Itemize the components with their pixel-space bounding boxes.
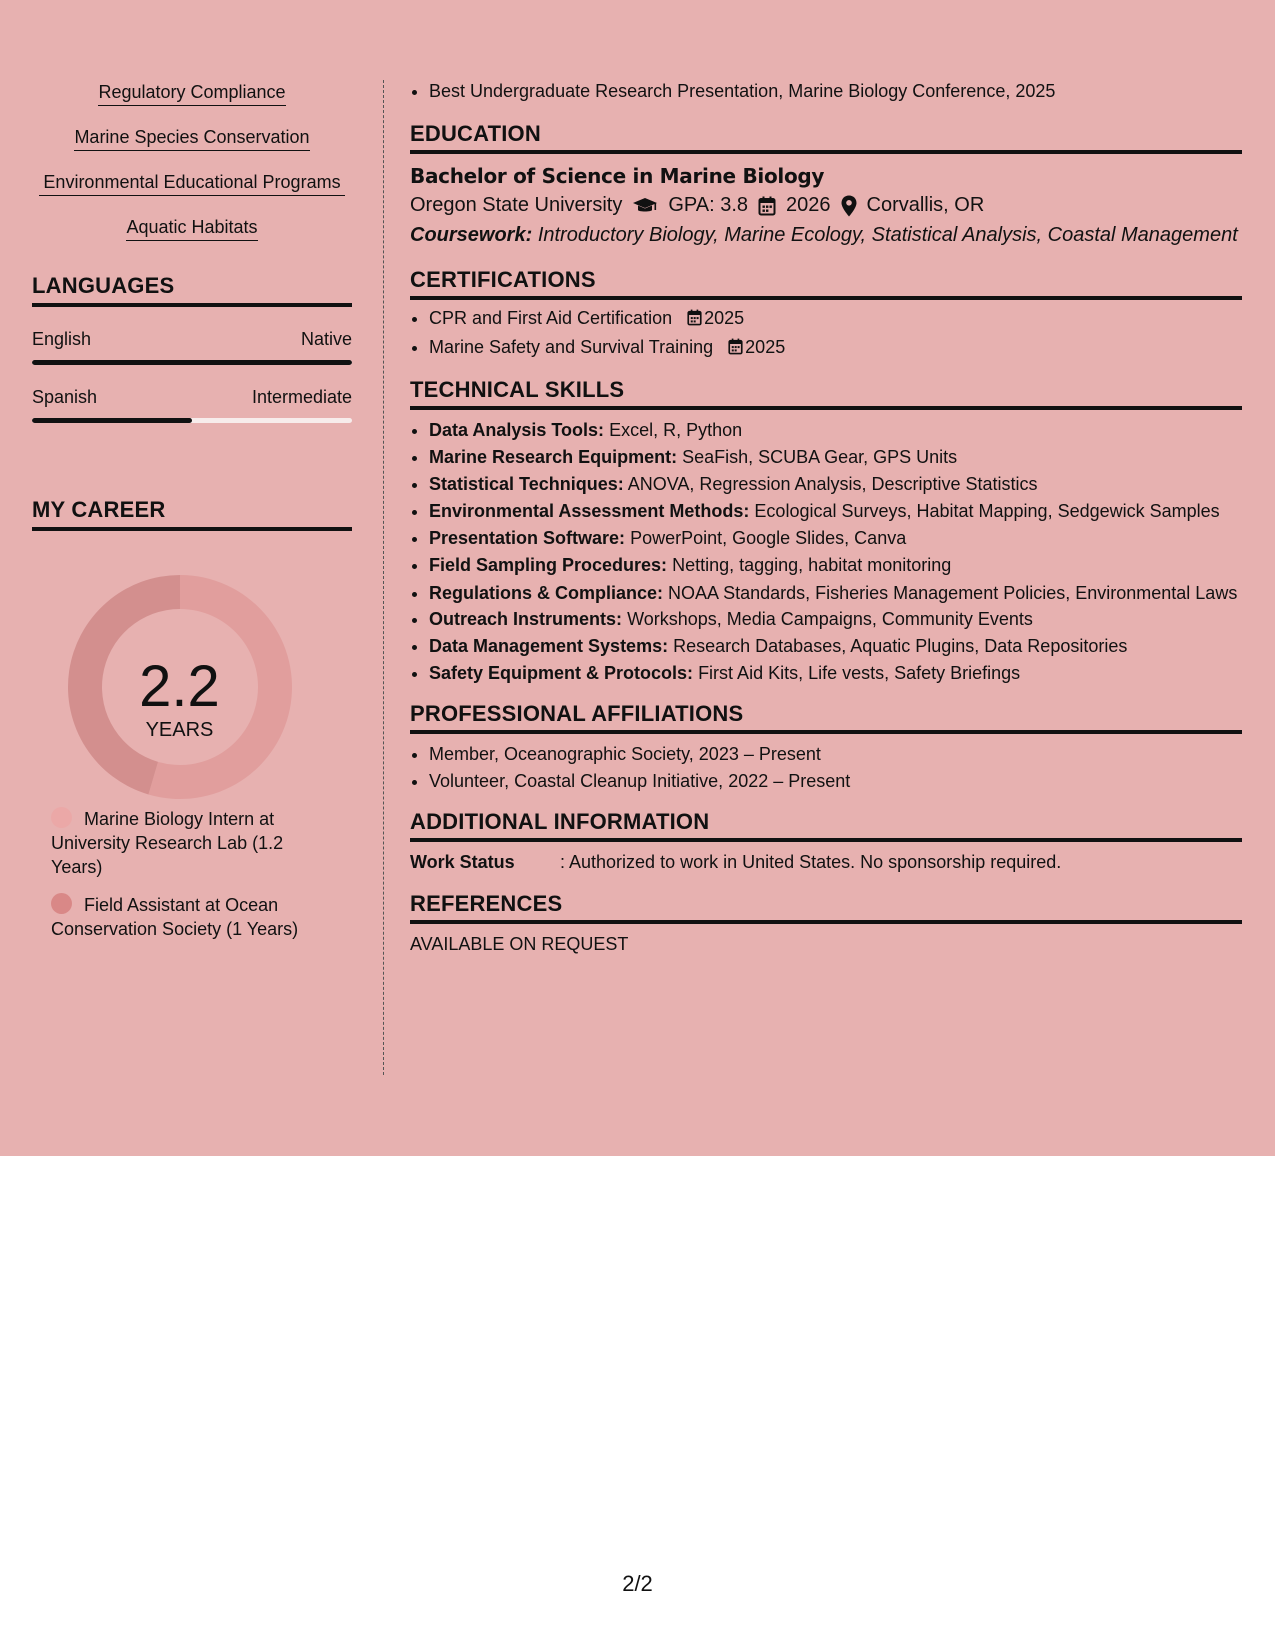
affiliations-list [410, 741, 1242, 795]
gpa: GPA: 3.8 [668, 194, 748, 216]
certification-year: 2025 [704, 308, 745, 328]
certifications-title: CERTIFICATIONS [410, 267, 1242, 300]
education-section [410, 121, 1242, 247]
career-legend-item: Field Assistant at Ocean Conservation Society (1 Years) [51, 895, 299, 939]
graduation-year: 2026 [786, 194, 831, 216]
skill-item: Environmental Educational Programs [32, 170, 352, 196]
career-title: MY CAREER [32, 497, 352, 531]
technical-skill-item: • Presentation Software: PowerPoint, Google Slides, Canva [429, 525, 1242, 552]
career-total-years: 2.2 [139, 654, 220, 719]
calendar-icon [728, 336, 743, 363]
technical-skill-item: • Marine Research Equipment: SeaFish, SCUBA Gear, GPS Units [429, 444, 1242, 471]
work-status-row [410, 852, 1242, 873]
affiliations-title: PROFESSIONAL AFFILIATIONS [410, 701, 1242, 734]
technical-skills-list [410, 417, 1242, 687]
technical-skill-item: • Statistical Techniques: ANOVA, Regression Analysis, Descriptive Statistics [429, 471, 1242, 498]
right-column [410, 80, 1242, 955]
coursework-list: Introductory Biology, Marine Ecology, Statistical Analysis, Coastal Management [537, 224, 1238, 246]
additional-info-title: ADDITIONAL INFORMATION [410, 809, 1242, 842]
language-proficiency-bar [32, 360, 352, 365]
technical-skills-section [410, 377, 1242, 687]
technical-skill-item: • Data Management Systems: Research Databases, Aquatic Plugins, Data Repositories [429, 633, 1242, 660]
language-item [32, 329, 352, 365]
career-total-unit: YEARS [145, 719, 214, 741]
references-text: AVAILABLE ON REQUEST [410, 934, 629, 954]
legend-dot-icon [51, 807, 72, 828]
calendar-icon [758, 196, 776, 216]
language-proficiency-fill [32, 360, 352, 365]
skill-item: Regulatory Compliance [32, 80, 352, 106]
technical-skill-item: • Safety Equipment & Protocols: First Aid Kits, Life vests, Safety Briefings [429, 660, 1242, 687]
technical-skill-item: • Field Sampling Procedures: Netting, tagging, habitat monitoring [429, 552, 1242, 579]
education-details [410, 194, 1242, 217]
technical-skills-title: TECHNICAL SKILLS [410, 377, 1242, 410]
additional-info-section [410, 809, 1242, 873]
coursework [410, 223, 1242, 247]
skills-list [32, 80, 352, 241]
work-status-label: Work Status [410, 852, 515, 872]
certifications-list [410, 305, 1242, 363]
career-section [32, 497, 352, 941]
work-status-value: : Authorized to work in United States. No sponsorship required. [560, 852, 1062, 872]
language-name: English [32, 329, 92, 349]
affiliation-item: • Volunteer, Coastal Cleanup Initiative, 2022 – Present [429, 768, 1242, 795]
languages-title: LANGUAGES [32, 273, 352, 307]
language-level: Intermediate [251, 387, 352, 407]
language-item [32, 387, 352, 423]
technical-skill-item: • Environmental Assessment Methods: Ecological Surveys, Habitat Mapping, Sedgewick Samples [429, 498, 1242, 525]
certifications-section [410, 267, 1242, 363]
certification-year: 2025 [745, 337, 786, 357]
calendar-icon [687, 307, 702, 334]
coursework-label: Coursework: [410, 224, 533, 246]
education-title: EDUCATION [410, 121, 1242, 154]
left-column [32, 80, 352, 955]
career-legend [32, 807, 352, 941]
language-proficiency-fill [32, 418, 192, 423]
technical-skill-item: • Data Analysis Tools: Excel, R, Python [429, 417, 1242, 444]
school-name: Oregon State University [410, 194, 623, 216]
column-divider [383, 80, 384, 1075]
career-donut-chart [32, 531, 352, 801]
affiliations-section [410, 701, 1242, 795]
awards-list [410, 78, 1242, 105]
map-pin-icon [841, 195, 857, 217]
career-legend-item: Marine Biology Intern at University Research Lab (1.2 Years) [51, 809, 284, 877]
references-title: REFERENCES [410, 891, 1242, 924]
references-section [410, 891, 1242, 955]
languages-section [32, 273, 352, 423]
legend-dot-icon [51, 893, 72, 914]
page-number: 2/2 [622, 1571, 653, 1596]
school-location: Corvallis, OR [866, 194, 985, 216]
affiliation-item: • Member, Oceanographic Society, 2023 – Present [429, 741, 1242, 768]
certification-item: • CPR and First Aid Certification 2025 [429, 305, 1242, 334]
graduation-cap-icon [632, 197, 658, 215]
skill-item: Marine Species Conservation [32, 125, 352, 151]
language-proficiency-bar [32, 418, 352, 423]
skill-item: Aquatic Habitats [32, 215, 352, 241]
language-level: Native [300, 329, 352, 349]
degree-title: Bachelor of Science in Marine Biology [410, 164, 825, 188]
award-item: • Best Undergraduate Research Presentation, Marine Biology Conference, 2025 [429, 78, 1242, 105]
technical-skill-item: • Regulations & Compliance: NOAA Standards, Fisheries Management Policies, Environmental Laws [429, 581, 1242, 605]
language-name: Spanish [32, 387, 98, 407]
certification-item: • Marine Safety and Survival Training 2025 [429, 334, 1242, 363]
technical-skill-item: • Outreach Instruments: Workshops, Media Campaigns, Community Events [429, 606, 1242, 633]
